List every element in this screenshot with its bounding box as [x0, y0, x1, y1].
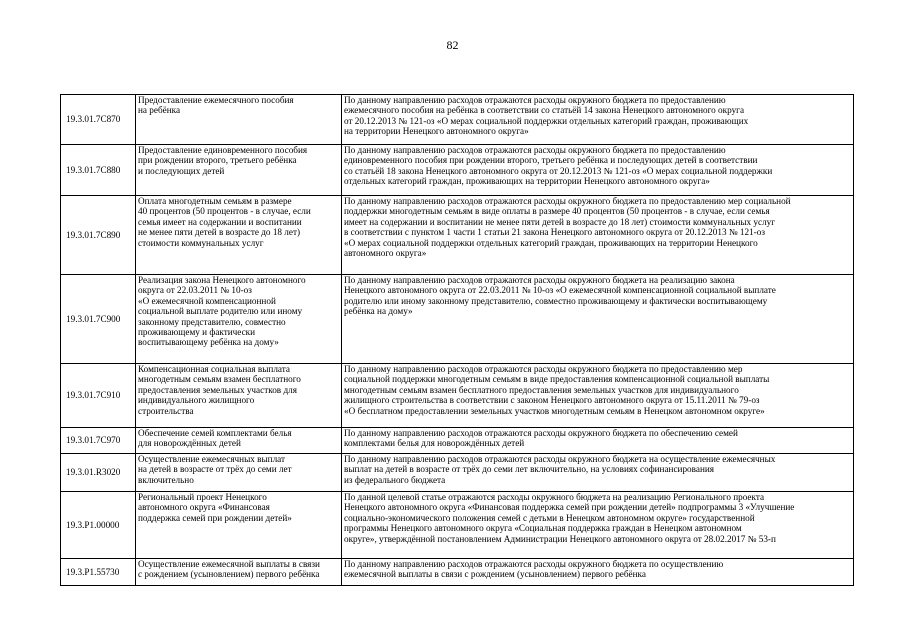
expense-direction-name: Региональный проект Ненецкого автономного округа «Финансовая поддержка семей при рождении детей» — [136, 492, 342, 559]
table-row — [61, 559, 854, 586]
target-article-code: 19.3.01.7С910 — [61, 364, 136, 428]
expense-direction-description: По данной целевой статье отражаются расходы окружного бюджета на реализацию Регионального проекта Ненецкого автономного округа «Финансовая поддержка семей при рождении детей» подпрограммы 3 «Улучшение социально-экономического положения семей с детьми в Ненецком автономном округе» государственной программы Ненецкого автономного округа «Социальная поддержка граждан в Ненецком автономном округе», утверждённой постановлением Администрации Ненецкого автономного округа от 28.02.2017 № 53-п — [342, 492, 854, 559]
target-article-code: 19.3.01.7С900 — [61, 275, 136, 364]
expense-direction-name: Реализация закона Ненецкого автономного округа от 22.03.2011 № 10-оз «О ежемесячной компенсационной социальной выплате родителю или иному законному представителю, совместно проживающему и фактически воспитывающему ребёнка на дому» — [136, 275, 342, 364]
target-article-code: 19.3.01.7С880 — [61, 145, 136, 196]
expense-direction-name: Предоставление ежемесячного пособия на ребёнка — [136, 95, 342, 145]
expense-direction-description: По данному направлению расходов отражаются расходы окружного бюджета по осуществлению ежемесячной выплаты в связи с рождением (усыновлением) первого ребёнка — [342, 559, 854, 586]
expense-direction-name: Осуществление ежемесячных выплат на детей в возрасте от трёх до семи лет включительно — [136, 454, 342, 492]
table-row — [61, 275, 854, 364]
table-row — [61, 145, 854, 196]
expense-direction-description: По данному направлению расходов отражаются расходы окружного бюджета на реализацию закона Ненецкого автономного округа от 22.03.2011 № 10-оз «О ежемесячной компенсационной социальной выплате родителю или иному законному представителю, совместно проживающему и фактически воспитывающему ребёнка на дому» — [342, 275, 854, 364]
target-article-code: 19.3.P1.00000 — [61, 492, 136, 559]
expense-direction-name: Компенсационная социальная выплата многодетным семьям взамен бесплатного предоставления земельных участков для индивидуального жилищного строительства — [136, 364, 342, 428]
expense-direction-name: Оплата многодетным семьям в размере 40 процентов (50 процентов - в случае, если семья имеет на содержании и воспитании не менее пяти детей в возрасте до 18 лет) стоимости коммунальных услуг — [136, 196, 342, 275]
target-article-code: 19.3.01.7С870 — [61, 95, 136, 145]
table-row — [61, 492, 854, 559]
table-row — [61, 196, 854, 275]
table-row — [61, 364, 854, 428]
table-row — [61, 95, 854, 145]
budget-classification-table — [60, 94, 854, 586]
page-number: 82 — [446, 38, 459, 52]
expense-direction-description: По данному направлению расходов отражаются расходы окружного бюджета по обеспечению семей комплектами белья для новорождённых детей — [342, 428, 854, 454]
target-article-code: 19.3.01.7С890 — [61, 196, 136, 275]
target-article-code: 19.3.01.7С970 — [61, 428, 136, 454]
target-article-code: 19.3.P1.55730 — [61, 559, 136, 586]
table-row — [61, 428, 854, 454]
expense-direction-description: По данному направлению расходов отражаются расходы окружного бюджета по предоставлению мер социальной поддержки многодетным семьям в виде оплаты в размере 40 процентов (50 процентов - в случае, если семья имеет на содержании и воспитании не менее пяти детей в возрасте до 18 лет) стоимости коммунальных услуг в соответствии с пунктом 1 части 1 статьи 21 закона Ненецкого автономного округа от 20.12.2013 № 121-оз «О мерах социальной поддержки отдельных категорий граждан, проживающих на территории Ненецкого автономного округа» — [342, 196, 854, 275]
expense-direction-name: Осуществление ежемесячной выплаты в связи с рождением (усыновлением) первого ребёнка — [136, 559, 342, 586]
expense-direction-description: По данному направлению расходов отражаются расходы окружного бюджета на осуществление ежемесячных выплат на детей в возрасте от трёх до семи лет включительно, на условиях софинансирования из федерального бюджета — [342, 454, 854, 492]
target-article-code: 19.3.01.R3020 — [61, 454, 136, 492]
expense-direction-name: Предоставление единовременного пособия при рождении второго, третьего ребёнка и последующих детей — [136, 145, 342, 196]
expense-direction-name: Обеспечение семей комплектами белья для новорождённых детей — [136, 428, 342, 454]
expense-direction-description: По данному направлению расходов отражаются расходы окружного бюджета по предоставлению ежемесячного пособия на ребёнка в соответствии со статьёй 14 закона Ненецкого автономного округа от 20.12.2013 № 121-оз «О мерах социальной поддержки отдельных категорий граждан, проживающих на территории Ненецкого автономного округа» — [342, 95, 854, 145]
table-row — [61, 454, 854, 492]
expense-direction-description: По данному направлению расходов отражаются расходы окружного бюджета по предоставлению единовременного пособия при рождении второго, третьего ребёнка и последующих детей в соответствии со статьёй 18 закона Ненецкого автономного округа от 20.12.2013 № 121-оз «О мерах социальной поддержки отдельных категорий граждан, проживающих на территории Ненецкого автономного округа» — [342, 145, 854, 196]
expense-direction-description: По данному направлению расходов отражаются расходы окружного бюджета по предоставлению мер социальной поддержки многодетным семьям в виде предоставления компенсационной социальной выплаты многодетным семьям взамен бесплатного предоставления земельных участков для индивидуального жилищного строительства в соответствии с законом Ненецкого автономного округа от 15.11.2011 № 79-оз «О бесплатном предоставлении земельных участков многодетным семьям в Ненецком автономном округе» — [342, 364, 854, 428]
